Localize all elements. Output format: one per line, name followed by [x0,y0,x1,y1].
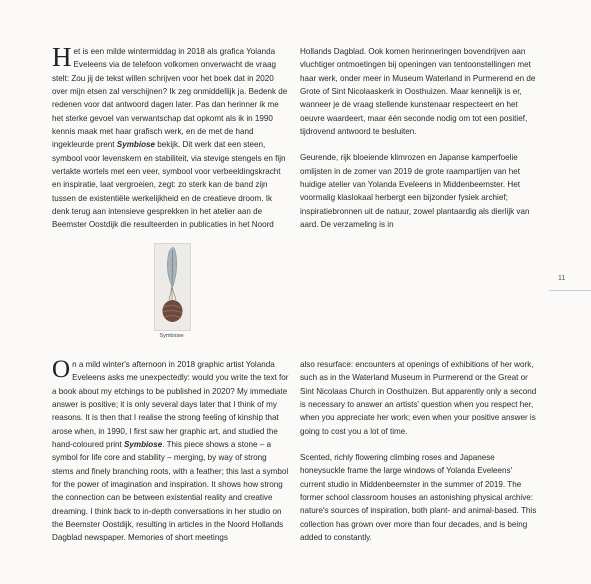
drop-cap: O [52,356,71,383]
drop-cap: H [52,42,72,72]
feather-icon [167,248,176,288]
page-number: 11 [558,275,566,282]
feather-and-stone-illustration [155,244,190,330]
dutch-paragraph-3: Geurende, rijk bloeiende klimrozen en Japanse kamperfoelie omlijsten in de zomer van 2019 de grote raampartijen van het huidige atelier van Yolanda Eveleens in Middenbeemster. Het voormalig klaslokaal herbergt een bijzonder fysiek archief; inspiratiebronnen uit de natuur, zowel plantaardig als dierlijk van aard. De verzameling is in [300,153,530,230]
dutch-text-right-column [300,45,538,231]
roots-stem [169,286,176,301]
artwork-caption: Symbiose [159,333,184,339]
dutch-text-left-column [52,42,290,232]
english-paragraph-3: Scented, richly flowering climbing roses and Japanese honeysuckle frame the large windows of Yolanda Eveleens' current studio in Middenbeemster in the summer of 2019. The former school classroom houses an astonishing physical archive: nature's sources of inspiration, both plant- and animal-based. This collection has grown over more than four decades, and is being added to constantly. [300,453,537,543]
artwork-image-symbiose [154,243,191,331]
artwork-title: Symbiose [116,140,156,150]
dutch-paragraph-2: Hollands Dagblad. Ook komen herinneringen bovendrijven aan vluchtiger ontmoetingen bij openingen van tentoonstellingen met haar werk, onder meer in Museum Waterland in Purmerend en de Grote of Sint Nicolaaskerk in Oosthuizen. Maar kennelijk is er, wanneer je de vraag stellende kunstenaar respecteert en het oeuvre waardeert, maar één seconde nodig om tot een positief, tijdrovend antwoord te besluiten. [300,47,536,137]
page-number-rule [549,290,591,291]
stone-icon [163,300,183,322]
english-text-left-column [52,358,290,545]
english-paragraph-2: also resurface: encounters at openings of exhibitions of her work, such as in the Waterland Museum in Purmerend or the Great or Sint Nicolaas Church in Oosthuizen. But apparently only a second is necessary to answer an artists' question when you respect her, when you appreciate her work; even when your positive answer is going to cost you a lot of time. [300,360,537,436]
artwork-title: Symbiose [124,440,163,450]
english-paragraph-1: On a mild winter's afternoon in 2018 graphic artist Yolanda Eveleens asks me unexpectedly: would you write the text for a book about my etchings to be published in 2020? My immediate answer is positive; it is only several days later that I think of my reasons. It is then that I realise the strong feeling of kinship that arose when, in 1990, I first saw her graphic art, and studied the hand-coloured print Symbiose. This piece shows a stone – a symbol for life core and stability – merging, by way of strong stems and finely branching roots, with a feather; this last a symbol for the power of imagination and inspiration. It shows how strong the connection can be between existential reality and creative dreaming. I think back to in-depth conversations in her studio on the Beemster Oostdijk, resulting in articles in the Noord Hollands Dagblad newspaper. Memories of short meetings [52,356,289,543]
english-text-right-column [300,358,538,544]
dutch-paragraph-1: Het is een milde wintermiddag in 2018 als grafica Yolanda Eveleens via de telefoon volkomen onverwacht de vraag stelt: Zou jij de tekst willen schrijven voor het boek dat in 2020 over mijn etsen zal verschijnen? Ik zeg onmiddellijk ja. Bedenk de redenen voor dat antwoord dagen later. Pas dan herinner ik me het sterke gevoel van verwantschap dat opkomt als ik in 1990 kennis maak met haar grafisch werk, en de met de hand ingekleurde prent Symbiose bekijk. Dit werk dat een steen, symbool voor levenskern en stabiliteit, via stevige stengels en fijn vertakte wortels met een veer, symbool voor verbeeldingskracht en inspiratie, laat vergroeien, zegt: zo sterk kan de band zijn tussen de existentiële werkelijkheid en de creatieve droom. Ik denk terug aan intensieve gesprekken in het atelier aan de Beemster Oostdijk die resulteerden in publicaties in het Noord [52,42,288,230]
